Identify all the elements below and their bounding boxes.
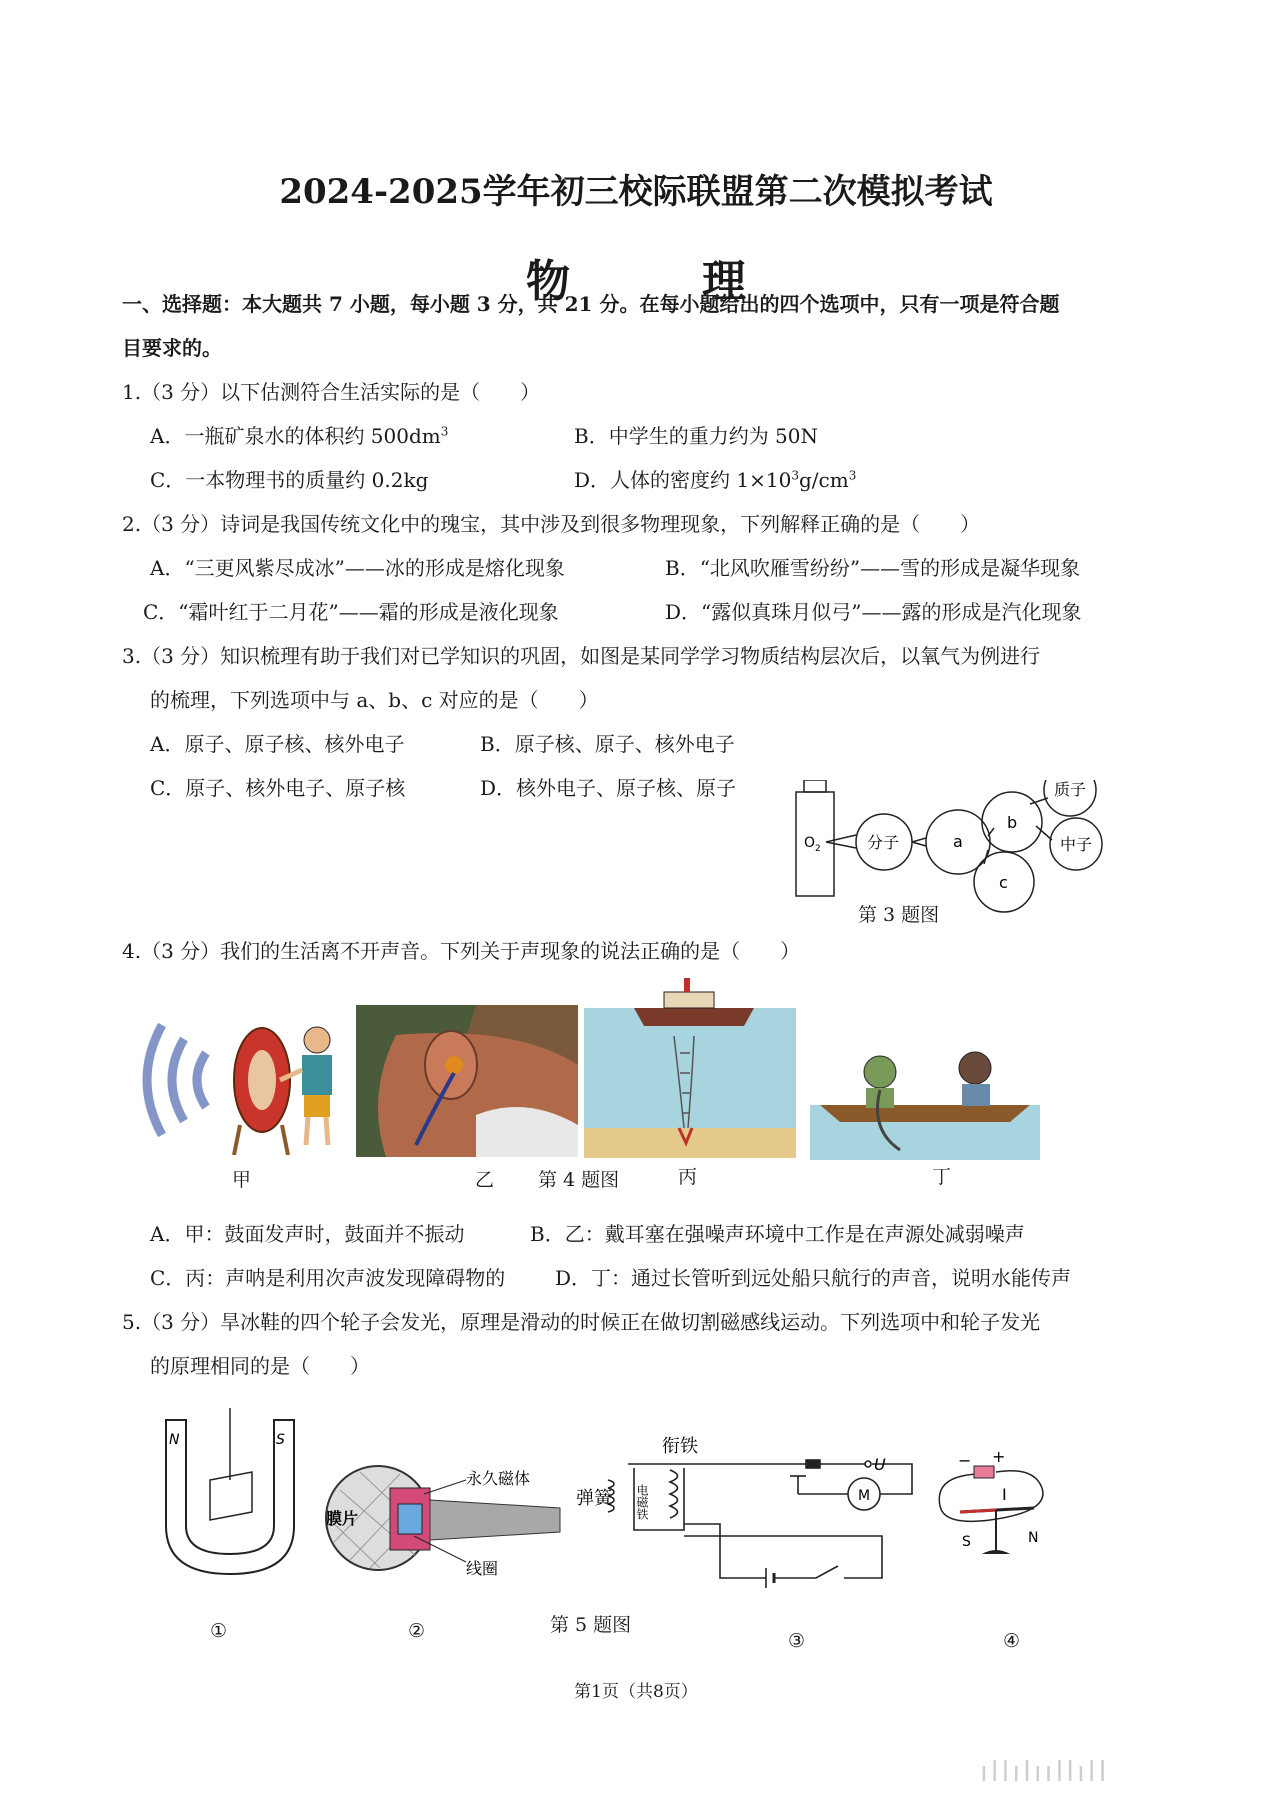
needle-north-half bbox=[960, 1510, 996, 1512]
contact bbox=[806, 1460, 820, 1468]
person-shorts bbox=[304, 1095, 330, 1117]
compass-s-label: S bbox=[962, 1534, 971, 1550]
q2-option-c: C．“霜叶红于二月花”——霜的形成是液化现象 bbox=[143, 600, 559, 624]
watermark: ıllılııllıll bbox=[980, 1755, 1110, 1788]
coil bbox=[398, 1504, 422, 1534]
plus-label: + bbox=[992, 1447, 1006, 1466]
q5-figure-1 bbox=[160, 1408, 300, 1588]
q4-stem: 4.（3 分）我们的生活离不开声音。下列关于声现象的说法正确的是（ ） bbox=[122, 939, 801, 963]
armature-label: 衔铁 bbox=[662, 1436, 698, 1457]
q3-option-a: A．原子、原子核、核外电子 bbox=[150, 732, 405, 756]
minus-label: − bbox=[958, 1451, 972, 1470]
mic-handle bbox=[430, 1500, 560, 1540]
q1-option-a: A．一瓶矿泉水的体积约 $500dm^3$ bbox=[150, 424, 449, 448]
section-heading-line2: 目要求的。 bbox=[122, 336, 222, 360]
q4-label-bing: 丙 bbox=[678, 1166, 698, 1188]
q3-figure-caption: 第 3 题图 bbox=[858, 904, 940, 926]
q4-figure-ding bbox=[810, 1050, 1040, 1160]
link-molecule-a bbox=[912, 838, 926, 846]
person-head bbox=[304, 1027, 330, 1053]
person-right-body bbox=[962, 1084, 990, 1106]
person-legs bbox=[306, 1117, 328, 1145]
q5-figure-4 bbox=[930, 1446, 1060, 1586]
electromagnet-coil bbox=[670, 1470, 678, 1518]
q4-label-ding: 丁 bbox=[932, 1166, 952, 1188]
earplug bbox=[445, 1056, 463, 1074]
drum-face bbox=[248, 1050, 276, 1110]
q3-structure-diagram bbox=[790, 780, 1110, 930]
q2-option-d: D．“露似真珠月似弓”——露的形成是汽化现象 bbox=[665, 600, 1082, 624]
q1-option-d: D．人体的密度约 $1\times 10^3g/cm^3$ bbox=[574, 468, 857, 492]
q4-figure-caption: 第 4 题图 bbox=[538, 1169, 620, 1191]
q1-stem: 1.（3 分）以下估测符合生活实际的是（ ） bbox=[122, 380, 541, 404]
ship-cabin bbox=[664, 992, 714, 1008]
q4-option-a: A．甲：鼓面发声时，鼓面并不振动 bbox=[150, 1222, 465, 1246]
q4-figure-bing bbox=[584, 978, 796, 1158]
boat bbox=[820, 1105, 1030, 1122]
q3-option-d: D．核外电子、原子核、原子 bbox=[480, 776, 737, 800]
q1-option-c: C．一本物理书的质量约 0.2kg bbox=[150, 468, 429, 492]
neutron-label: 中子 bbox=[1060, 835, 1093, 854]
q5-figure-caption: 第 5 题图 bbox=[550, 1614, 632, 1636]
current-label: I bbox=[1002, 1485, 1007, 1504]
coil-frame bbox=[210, 1472, 252, 1520]
ship-funnel bbox=[684, 978, 690, 992]
q5-num-2: ② bbox=[408, 1620, 426, 1642]
diaphragm-label: 膜片 bbox=[326, 1509, 359, 1528]
person-right bbox=[959, 1052, 991, 1084]
control-wire-left bbox=[684, 1524, 766, 1578]
section-heading-line1: 一、选择题：本大题共 7 小题，每小题 3 分，共 21 分。在每小题给出的四个选项中，只有一项是符合题 bbox=[122, 292, 1060, 316]
n-pole-label: N bbox=[169, 1432, 180, 1448]
bottle-cap bbox=[804, 780, 826, 792]
spring-label: 弹簧 bbox=[576, 1488, 612, 1509]
a-label: a bbox=[953, 832, 963, 851]
motor-label: M bbox=[858, 1488, 871, 1504]
q2-option-a: A．“三更风紫尽成冰”——冰的形成是熔化现象 bbox=[150, 556, 565, 580]
q4-label-jia: 甲 bbox=[232, 1169, 252, 1191]
q3-stem-line1: 3.（3 分）知识梳理有助于我们对已学知识的巩固，如图是某同学学习物质结构层次后，以氧气为例进行 bbox=[122, 644, 1041, 668]
molecule-label: 分子 bbox=[867, 833, 900, 852]
q4-figure-yi bbox=[356, 1005, 578, 1157]
q5-stem-line1: 5.（3 分）旱冰鞋的四个轮子会发光，原理是滑动的时候正在做切割磁感线运动。下列选项中和轮子发光 bbox=[122, 1310, 1041, 1334]
q4-option-b: B．乙：戴耳塞在强噪声环境中工作是在声源处减弱噪声 bbox=[530, 1222, 1025, 1246]
subject-title: 物 理 bbox=[526, 256, 790, 307]
proton-label: 质子 bbox=[1054, 780, 1087, 799]
coil-label: 线圈 bbox=[466, 1559, 499, 1578]
control-wire-right bbox=[684, 1536, 882, 1578]
compass-base bbox=[982, 1550, 1010, 1554]
battery bbox=[974, 1466, 994, 1478]
electromagnet-label: 电磁铁 bbox=[635, 1484, 649, 1520]
q3-option-c: C．原子、核外电子、原子核 bbox=[150, 776, 406, 800]
q5-figure-2 bbox=[320, 1460, 570, 1580]
page-footer: 第1页（共8页） bbox=[574, 1682, 698, 1702]
magnet-label: 永久磁体 bbox=[466, 1469, 531, 1488]
q2-stem: 2.（3 分）诗词是我国传统文化中的瑰宝，其中涉及到很多物理现象，下列解释正确的是（ ） bbox=[122, 512, 981, 536]
o2-label: $O_2$ bbox=[804, 835, 821, 854]
q4-option-c: C．丙：声呐是利用次声波发现障碍物的 bbox=[150, 1266, 506, 1290]
link-o2-molecule bbox=[826, 835, 856, 848]
compass-n-label: N bbox=[1028, 1530, 1039, 1546]
q5-stem-line2: 的原理相同的是（ ） bbox=[150, 1354, 370, 1378]
q5-figure-3 bbox=[576, 1424, 916, 1604]
q1-option-b: B．中学生的重力约为 50N bbox=[574, 424, 819, 448]
switch bbox=[774, 1566, 838, 1578]
exam-title: 2024-2025学年初三校际联盟第二次模拟考试 bbox=[279, 172, 993, 212]
s-pole-label: S bbox=[276, 1432, 285, 1448]
q4-label-yi: 乙 bbox=[475, 1169, 495, 1191]
c-label: c bbox=[999, 873, 1008, 892]
q3-option-b: B．原子核、原子、核外电子 bbox=[480, 732, 735, 756]
person-left bbox=[864, 1056, 896, 1088]
ship-hull bbox=[634, 1008, 754, 1026]
person-body bbox=[302, 1055, 332, 1095]
b-label: b bbox=[1007, 813, 1018, 832]
q4-figure-jia bbox=[122, 1005, 352, 1155]
q4-option-d: D．丁：通过长管听到远处船只航行的声音，说明水能传声 bbox=[555, 1266, 1072, 1290]
sound-waves bbox=[147, 1025, 206, 1135]
magnet-pointer bbox=[424, 1480, 466, 1494]
q5-num-3: ③ bbox=[788, 1630, 806, 1652]
q3-stem-line2: 的梳理，下列选项中与 a、b、c 对应的是（ ） bbox=[150, 688, 599, 712]
voltage-label: U bbox=[874, 1455, 886, 1474]
q5-num-4: ④ bbox=[1003, 1630, 1021, 1652]
q5-num-1: ① bbox=[210, 1620, 228, 1642]
q2-option-b: B．“北风吹雁雪纷纷”——雪的形成是凝华现象 bbox=[665, 556, 1081, 580]
